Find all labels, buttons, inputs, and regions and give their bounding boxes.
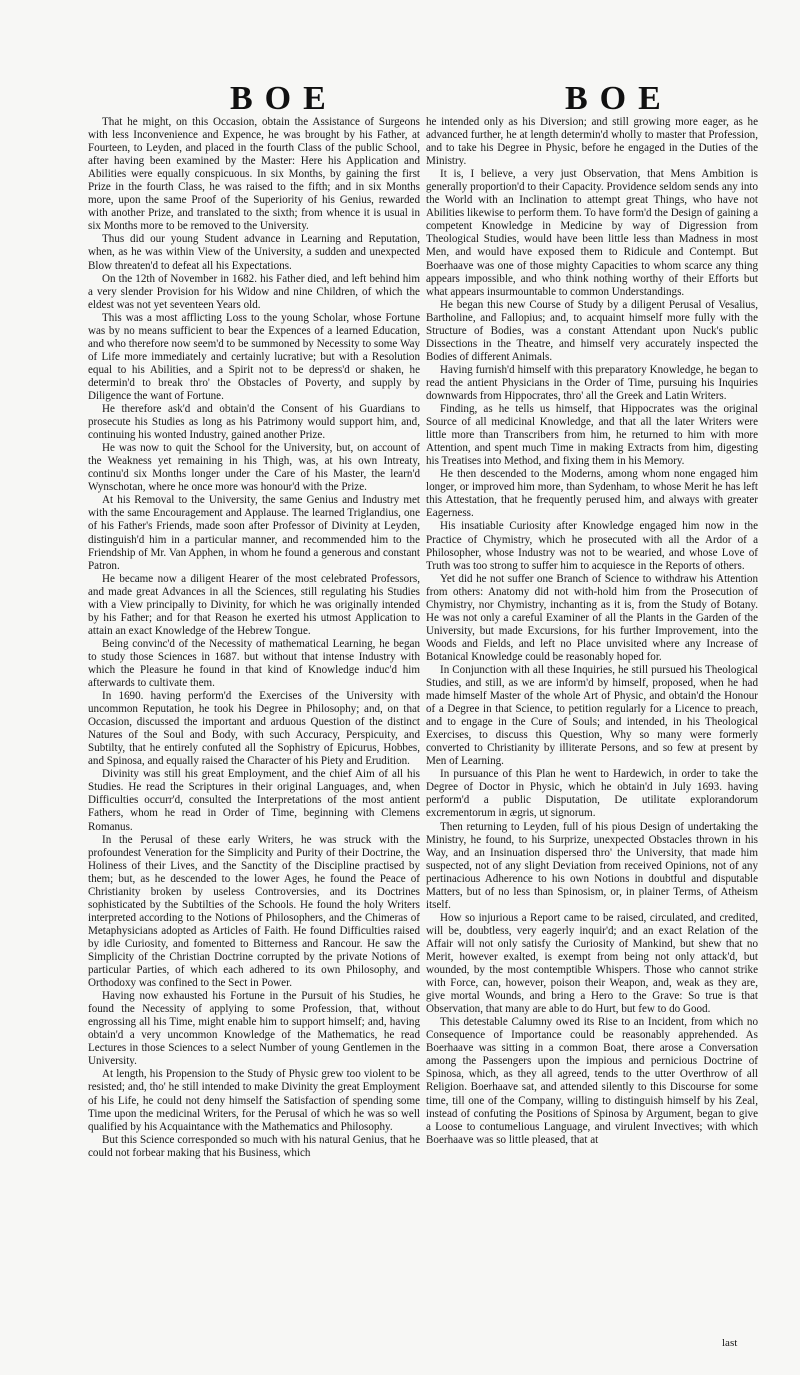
paragraph: He became now a diligent Hearer of the most celebrated Professors, and made great Advances in all the Sciences, still regulating his Studies with a View principally to Divinity, for which he was originally intended by his Father; and for that Reason he exerted his utmost Application to attain an exact Knowledge of the Hebrew Tongue.: [88, 572, 420, 637]
paragraph: In the Perusal of these early Writers, he was struck with the profoundest Veneration for the Simplicity and Purity of their Doctrine, the Holiness of their Lives, and the Sanctity of the Discipline practised by them; but, as he descended to the lower Ages, he found the Peace of Christianity broken by useless Controversies, and its Doctrines sophisticated by the Subtilties of the Schools. He found the holy Writers interpreted according to the Notions of Philosophers, and the Chimeras of Metaphysicians adopted as Articles of Faith. He found Difficulties raised by idle Curiosity, and fomented to Bitterness and Rancour. He saw the Simplicity of the Christian Doctrine corrupted by the private Notions of particular Parties, of which each adhered to its own Philosophy, and Orthodoxy was confined to the Sect in Power.: [88, 833, 420, 990]
paragraph: In Conjunction with all these Inquiries, he still pursued his Theological Studies, and still, as we are inform'd by himself, proposed, when he had made himself Master of the whole Art of Physic, and obtain'd the Honour of a Degree in that Science, to petition regularly for a Licence to preach, and to engage in the Cure of Souls; and intended, in his Theological Exercises, to discuss this Question, Why so many were formerly converted to Christianity by illiterate Persons, and so few at present by Men of Learning.: [426, 663, 758, 768]
paragraph: he intended only as his Diversion; and still growing more eager, as he advanced further, he at length determin'd wholly to master that Profession, and to take his Degree in Physic, before he engaged in the Duties of the Ministry.: [426, 116, 758, 168]
running-head-left: BOE: [230, 80, 338, 117]
paragraph: Divinity was still his great Employment, and the chief Aim of all his Studies. He read the Scriptures in their original Languages, and, when Difficulties occurr'd, consulted the Interpretations of the most antient Fathers, whom he read in Order of Time, beginning with Clemens Romanus.: [88, 768, 420, 833]
paragraph: This was a most afflicting Loss to the young Scholar, whose Fortune was by no means sufficient to bear the Expences of a learned Education, and who therefore now seem'd to be summoned by Necessity to some Way of Life more immediately and certainly lucrative; but with a Resolution equal to his Abilities, and a Spirit not to be depress'd or shaken, he determin'd to break thro' the Obstacles of Poverty, and supply by Diligence the want of Fortune.: [88, 311, 420, 402]
paragraph: Yet did he not suffer one Branch of Science to withdraw his Attention from others: Anatomy did not with-hold him from the Prosecution of Chymistry, nor Chymistry, inchanting as it is, from the Study of Botany. He was not only a careful Examiner of all the Plants in the Garden of the University, but made Excursions, for his further Improvement, into the Woods and Fields, and left no Place unvisited where any Increase of Botanical Knowledge could be reasonably hoped for.: [426, 572, 758, 663]
paragraph: Having now exhausted his Fortune in the Pursuit of his Studies, he found the Necessity of applying to some Profession, that, without engrossing all his Time, might enable him to support himself; and, having obtain'd a very uncommon Knowledge of the Mathematics, he read Lectures in those Sciences to a select Number of young Gentlemen in the University.: [88, 990, 420, 1068]
paragraph: In 1690. having perform'd the Exercises of the University with uncommon Reputation, he took his Degree in Philosophy; and, on that Occasion, discussed the important and arduous Question of the distinct Natures of the Soul and Body, with such Accuracy, Perspicuity, and Subtilty, that he entirely confuted all the Sophistry of Epicurus, Hobbes, and Spinosa, and equally raised the Character of his Piety and Erudition.: [88, 690, 420, 768]
left-column: [88, 116, 420, 1160]
paragraph: But this Science corresponded so much with his natural Genius, that he could not forbear making that his Business, which: [88, 1133, 420, 1159]
paragraph: This detestable Calumny owed its Rise to an Incident, from which no Consequence of Importance could be reasonably apprehended. As Boerhaave was sitting in a common Boat, there arose a Conversation among the Passengers upon the impious and pernicious Doctrine of Spinosa, which, as they all agreed, tends to the utter Overthrow of all Religion. Boerhaave sat, and attended silently to this Discourse for some time, till one of the Company, willing to distinguish himself by his Zeal, instead of confuting the Positions of Spinosa by Argument, began to give a Loose to contumelious Language, and virulent Invectives; with which Boerhaave was so little pleased, that at: [426, 1016, 758, 1146]
paragraph: It is, I believe, a very just Observation, that Mens Ambition is generally proportion'd to their Capacity. Providence seldom sends any into the World with an Inclination to attempt great Things, who have not Abilities likewise to perform them. To have form'd the Design of gaining a competent Knowledge in Medicine by way of Digression from Theological Studies, would have been little less than Madness in most Men, and would have exposed them to Ridicule and Contempt. But Boerhaave was one of those mighty Capacities to whom scarce any thing appears impossible, and who think nothing worthy of their Efforts but what appears insurmountable to common Understandings.: [426, 168, 758, 298]
paragraph: Having furnish'd himself with this preparatory Knowledge, he began to read the antient Physicians in the Order of Time, pursuing his Inquiries downwards from Hippocrates, thro' all the Greek and Latin Writers.: [426, 363, 758, 402]
paragraph: How so injurious a Report came to be raised, circulated, and credited, will be, doubtless, very eagerly inquir'd; and an exact Relation of the Affair will not only satisfy the Curiosity of Mankind, but shew that no Merit, however exalted, is exempt from being not only attack'd, but wounded, by the most contemptible Whispers. Those who cannot strike with Force, can, however, poison their Weapon, and, weak as they are, give mortal Wounds, and bring a Hero to the Grave: So true is that Observation, that many are able to do Hurt, but few to do Good.: [426, 911, 758, 1016]
paragraph: He then descended to the Moderns, among whom none engaged him longer, or improved him more, than Sydenham, to whose Merit he has left this Attestation, that he frequently perused him, and always with greater Eagerness.: [426, 468, 758, 520]
running-head-right: BOE: [565, 80, 673, 117]
right-column: [426, 116, 758, 1147]
paragraph: On the 12th of November in 1682. his Father died, and left behind him a very slender Provision for his Widow and nine Children, of which the eldest was not yet seventeen Years old.: [88, 272, 420, 311]
paragraph: He was now to quit the School for the University, but, on account of the Weakness yet remaining in his Thigh, was, at his own Intreaty, continu'd six Months longer under the Care of his Master, the learn'd Wynschotan, where he once more was honour'd with the Prize.: [88, 442, 420, 494]
paragraph: Thus did our young Student advance in Learning and Reputation, when, as he was within View of the University, a sudden and unexpected Blow threaten'd to defeat all his Expectations.: [88, 233, 420, 272]
paragraph: He therefore ask'd and obtain'd the Consent of his Guardians to prosecute his Studies as long as his Patrimony would support him, and, continuing his wonted Industry, gained another Prize.: [88, 403, 420, 442]
paragraph: That he might, on this Occasion, obtain the Assistance of Surgeons with less Inconvenience and Expence, he was brought by his Father, at Fourteen, to Leyden, and placed in the fourth Class of the public School, after having been examined by the Master: Here his Application and Abilities were equally conspicuous. In six Months, by gaining the first Prize in the fourth Class, he was raised to the fifth; and in six Months more, upon the same Proof of the Superiority of his Genius, rewarded with another Prize, and translated to the sixth; from whence it is usual in six Months more to be removed to the University.: [88, 116, 420, 233]
paragraph: His insatiable Curiosity after Knowledge engaged him now in the Practice of Chymistry, which he prosecuted with all the Ardor of a Philosopher, whose Industry was not to be wearied, and whose Love of Truth was too strong to suffer him to acquiesce in the Reports of others.: [426, 520, 758, 572]
paragraph: At his Removal to the University, the same Genius and Industry met with the same Encouragement and Applause. The learned Triglandius, one of his Father's Friends, made soon after Professor of Divinity at Leyden, distinguish'd him in a particular manner, and recommended him to the Friendship of Mr. Van Apphen, in whom he found a generous and constant Patron.: [88, 494, 420, 572]
catchword: last: [722, 1337, 738, 1349]
paragraph: Finding, as he tells us himself, that Hippocrates was the original Source of all medicinal Knowledge, and that all the later Writers were little more than Transcribers from him, he returned to him with more Attention, and spent much Time in making Extracts from him, digesting his Treatises into Method, and fixing them in his Memory.: [426, 403, 758, 468]
paragraph: He began this new Course of Study by a diligent Perusal of Vesalius, Bartholine, and Fallopius; and, to acquaint himself more fully with the Structure of Bodies, was a constant Attendant upon Nuck's public Dissections in the Theatre, and himself very accurately inspected the Bodies of different Animals.: [426, 298, 758, 363]
paragraph: Being convinc'd of the Necessity of mathematical Learning, he began to study those Sciences in 1687. but without that intense Industry with which the Pleasure he found in that kind of Knowledge induc'd him afterwards to cultivate them.: [88, 637, 420, 690]
paragraph: Then returning to Leyden, full of his pious Design of undertaking the Ministry, he found, to his Surprize, unexpected Obstacles thrown in his Way, and an Insinuation dispersed thro' the University, that made him suspected, not of any slight Deviation from received Opinions, not of any pertinacious Adherence to his own Notions in doubtful and disputable Matters, but of no less than Spinosism, or, in plainer Terms, of Atheism itself.: [426, 820, 758, 911]
paragraph: In pursuance of this Plan he went to Hardewich, in order to take the Degree of Doctor in Physic, which he obtain'd in July 1693. having perform'd a public Disputation, De utilitate explorandorum excrementorum in ægris, ut signorum.: [426, 768, 758, 820]
paragraph: At length, his Propension to the Study of Physic grew too violent to be resisted; and, tho' he still intended to make Divinity the great Employment of his Life, he could not deny himself the Satisfaction of spending some Time upon the medicinal Writers, for the Perusal of which he was so well qualified by his Acquaintance with the Mathematics and Philosophy.: [88, 1068, 420, 1133]
